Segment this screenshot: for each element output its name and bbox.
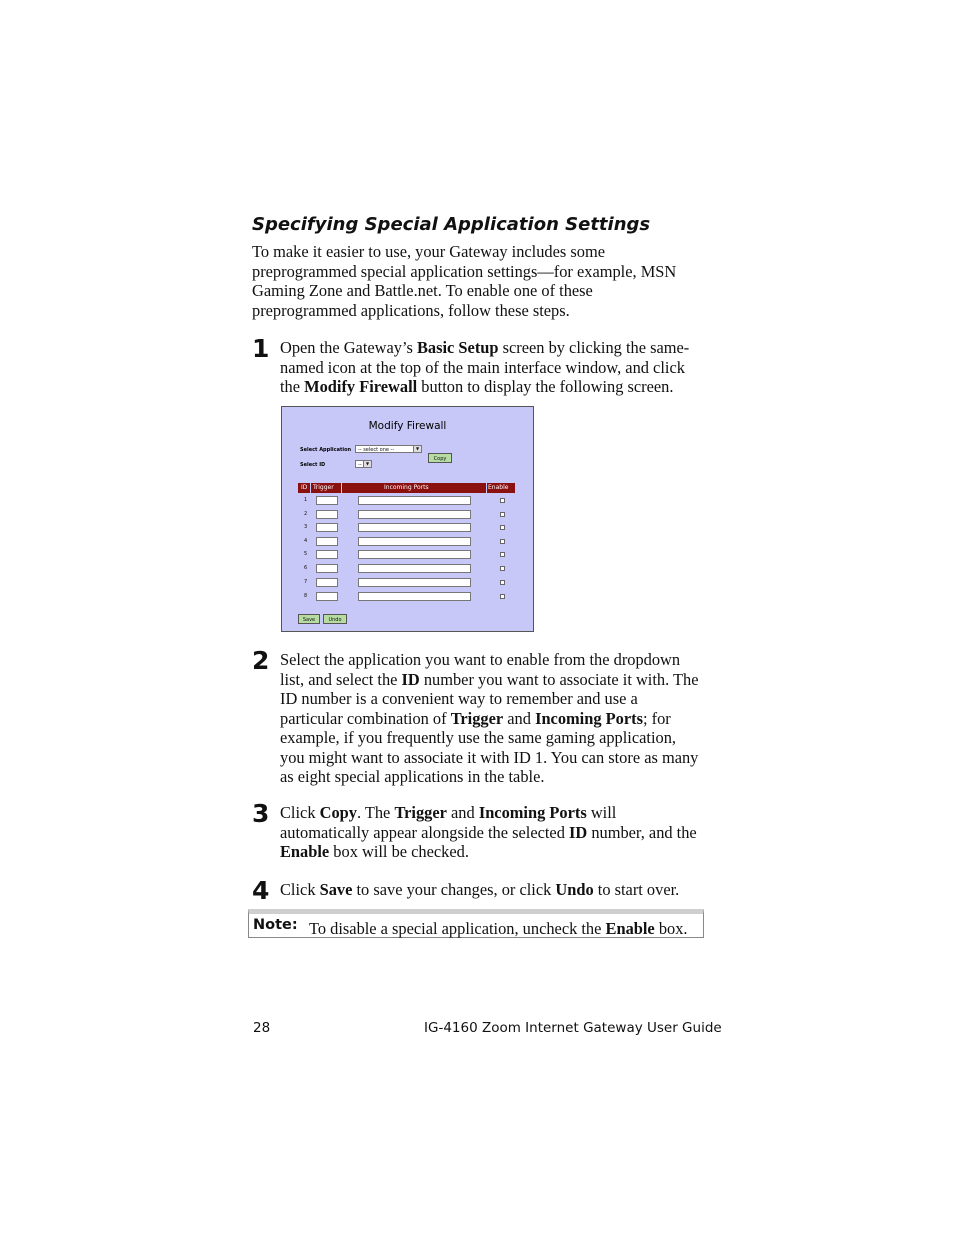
table-row: 3 xyxy=(298,522,515,533)
trigger-input[interactable] xyxy=(316,564,338,573)
table-header xyxy=(298,483,515,493)
col-id: ID xyxy=(301,484,308,491)
ports-input[interactable] xyxy=(358,523,471,532)
step-2-number: 2 xyxy=(252,646,270,675)
step-1-text: Open the Gateway’s Basic Setup screen by clicking the same-named icon at the top of the main interface window, and click the Modify Firewall button to display the following screen. xyxy=(280,338,690,396)
guide-title: IG-4160 Zoom Internet Gateway User Guide xyxy=(424,1020,722,1036)
col-enable: Enable xyxy=(488,484,509,491)
note-box xyxy=(248,909,704,938)
chevron-down-icon: ▼ xyxy=(413,446,421,452)
col-trigger: Trigger xyxy=(313,484,334,491)
trigger-input[interactable] xyxy=(316,550,338,559)
note-label: Note: xyxy=(253,917,298,933)
chevron-down-icon: ▼ xyxy=(363,461,371,467)
modify-firewall-screenshot xyxy=(281,406,534,632)
note-text: To disable a special application, uncheck the Enable box. xyxy=(309,919,688,938)
enable-checkbox[interactable] xyxy=(500,525,505,530)
enable-checkbox[interactable] xyxy=(500,594,505,599)
enable-checkbox[interactable] xyxy=(500,512,505,517)
enable-checkbox[interactable] xyxy=(500,580,505,585)
ports-input[interactable] xyxy=(358,510,471,519)
table-row: 2 xyxy=(298,509,515,520)
table-row: 5 xyxy=(298,549,515,560)
ports-input[interactable] xyxy=(358,564,471,573)
section-heading: Specifying Special Application Settings xyxy=(252,214,651,235)
select-id-label: Select ID xyxy=(300,462,326,468)
ports-input[interactable] xyxy=(358,550,471,559)
enable-checkbox[interactable] xyxy=(500,539,505,544)
save-button[interactable]: Save xyxy=(298,614,320,624)
trigger-input[interactable] xyxy=(316,537,338,546)
select-application-dropdown[interactable]: -- select one -- ▼ xyxy=(355,445,422,453)
table-row: 6 xyxy=(298,563,515,574)
enable-checkbox[interactable] xyxy=(500,552,505,557)
trigger-input[interactable] xyxy=(316,578,338,587)
page-number: 28 xyxy=(253,1020,271,1036)
intro-paragraph: To make it easier to use, your Gateway includes some preprogrammed special application settings—for example, MSN Gaming Zone and Battle.net. To enable one of these preprogrammed applications, follow these steps. xyxy=(252,242,677,320)
undo-button[interactable]: Undo xyxy=(323,614,347,624)
shot-title: Modify Firewall xyxy=(368,420,447,432)
step-4-number: 4 xyxy=(252,876,270,905)
table-row: 1 xyxy=(298,495,515,506)
step-1-number: 1 xyxy=(252,334,270,363)
step-4-text: Click Save to save your changes, or click Undo to start over. xyxy=(280,880,680,899)
copy-button[interactable]: Copy xyxy=(428,453,452,463)
step-3-text: Click Copy. The Trigger and Incoming Ports will automatically appear alongside the selected ID number, and the Enable box will be checked. xyxy=(280,803,697,861)
trigger-input[interactable] xyxy=(316,523,338,532)
ports-input[interactable] xyxy=(358,496,471,505)
trigger-input[interactable] xyxy=(316,510,338,519)
select-id-dropdown[interactable]: -- ▼ xyxy=(355,460,372,468)
ports-input[interactable] xyxy=(358,592,471,601)
table-row: 8 xyxy=(298,591,515,602)
enable-checkbox[interactable] xyxy=(500,566,505,571)
select-application-label: Select Application xyxy=(300,447,352,453)
col-incoming-ports: Incoming Ports xyxy=(384,484,429,491)
trigger-input[interactable] xyxy=(316,592,338,601)
table-row: 4 xyxy=(298,536,515,547)
enable-checkbox[interactable] xyxy=(500,498,505,503)
table-row: 7 xyxy=(298,577,515,588)
ports-input[interactable] xyxy=(358,537,471,546)
step-2-text: Select the application you want to enable from the dropdown list, and select the ID number you want to associate it with. The ID number is a convenient way to remember and use a particular combination of Trigger and Incoming Ports; for example, if you frequently use the same gaming application, you might want to associate it with ID 1. You can store as many as eight special applications in the table. xyxy=(280,650,699,786)
step-3-number: 3 xyxy=(252,799,270,828)
trigger-input[interactable] xyxy=(316,496,338,505)
ports-input[interactable] xyxy=(358,578,471,587)
